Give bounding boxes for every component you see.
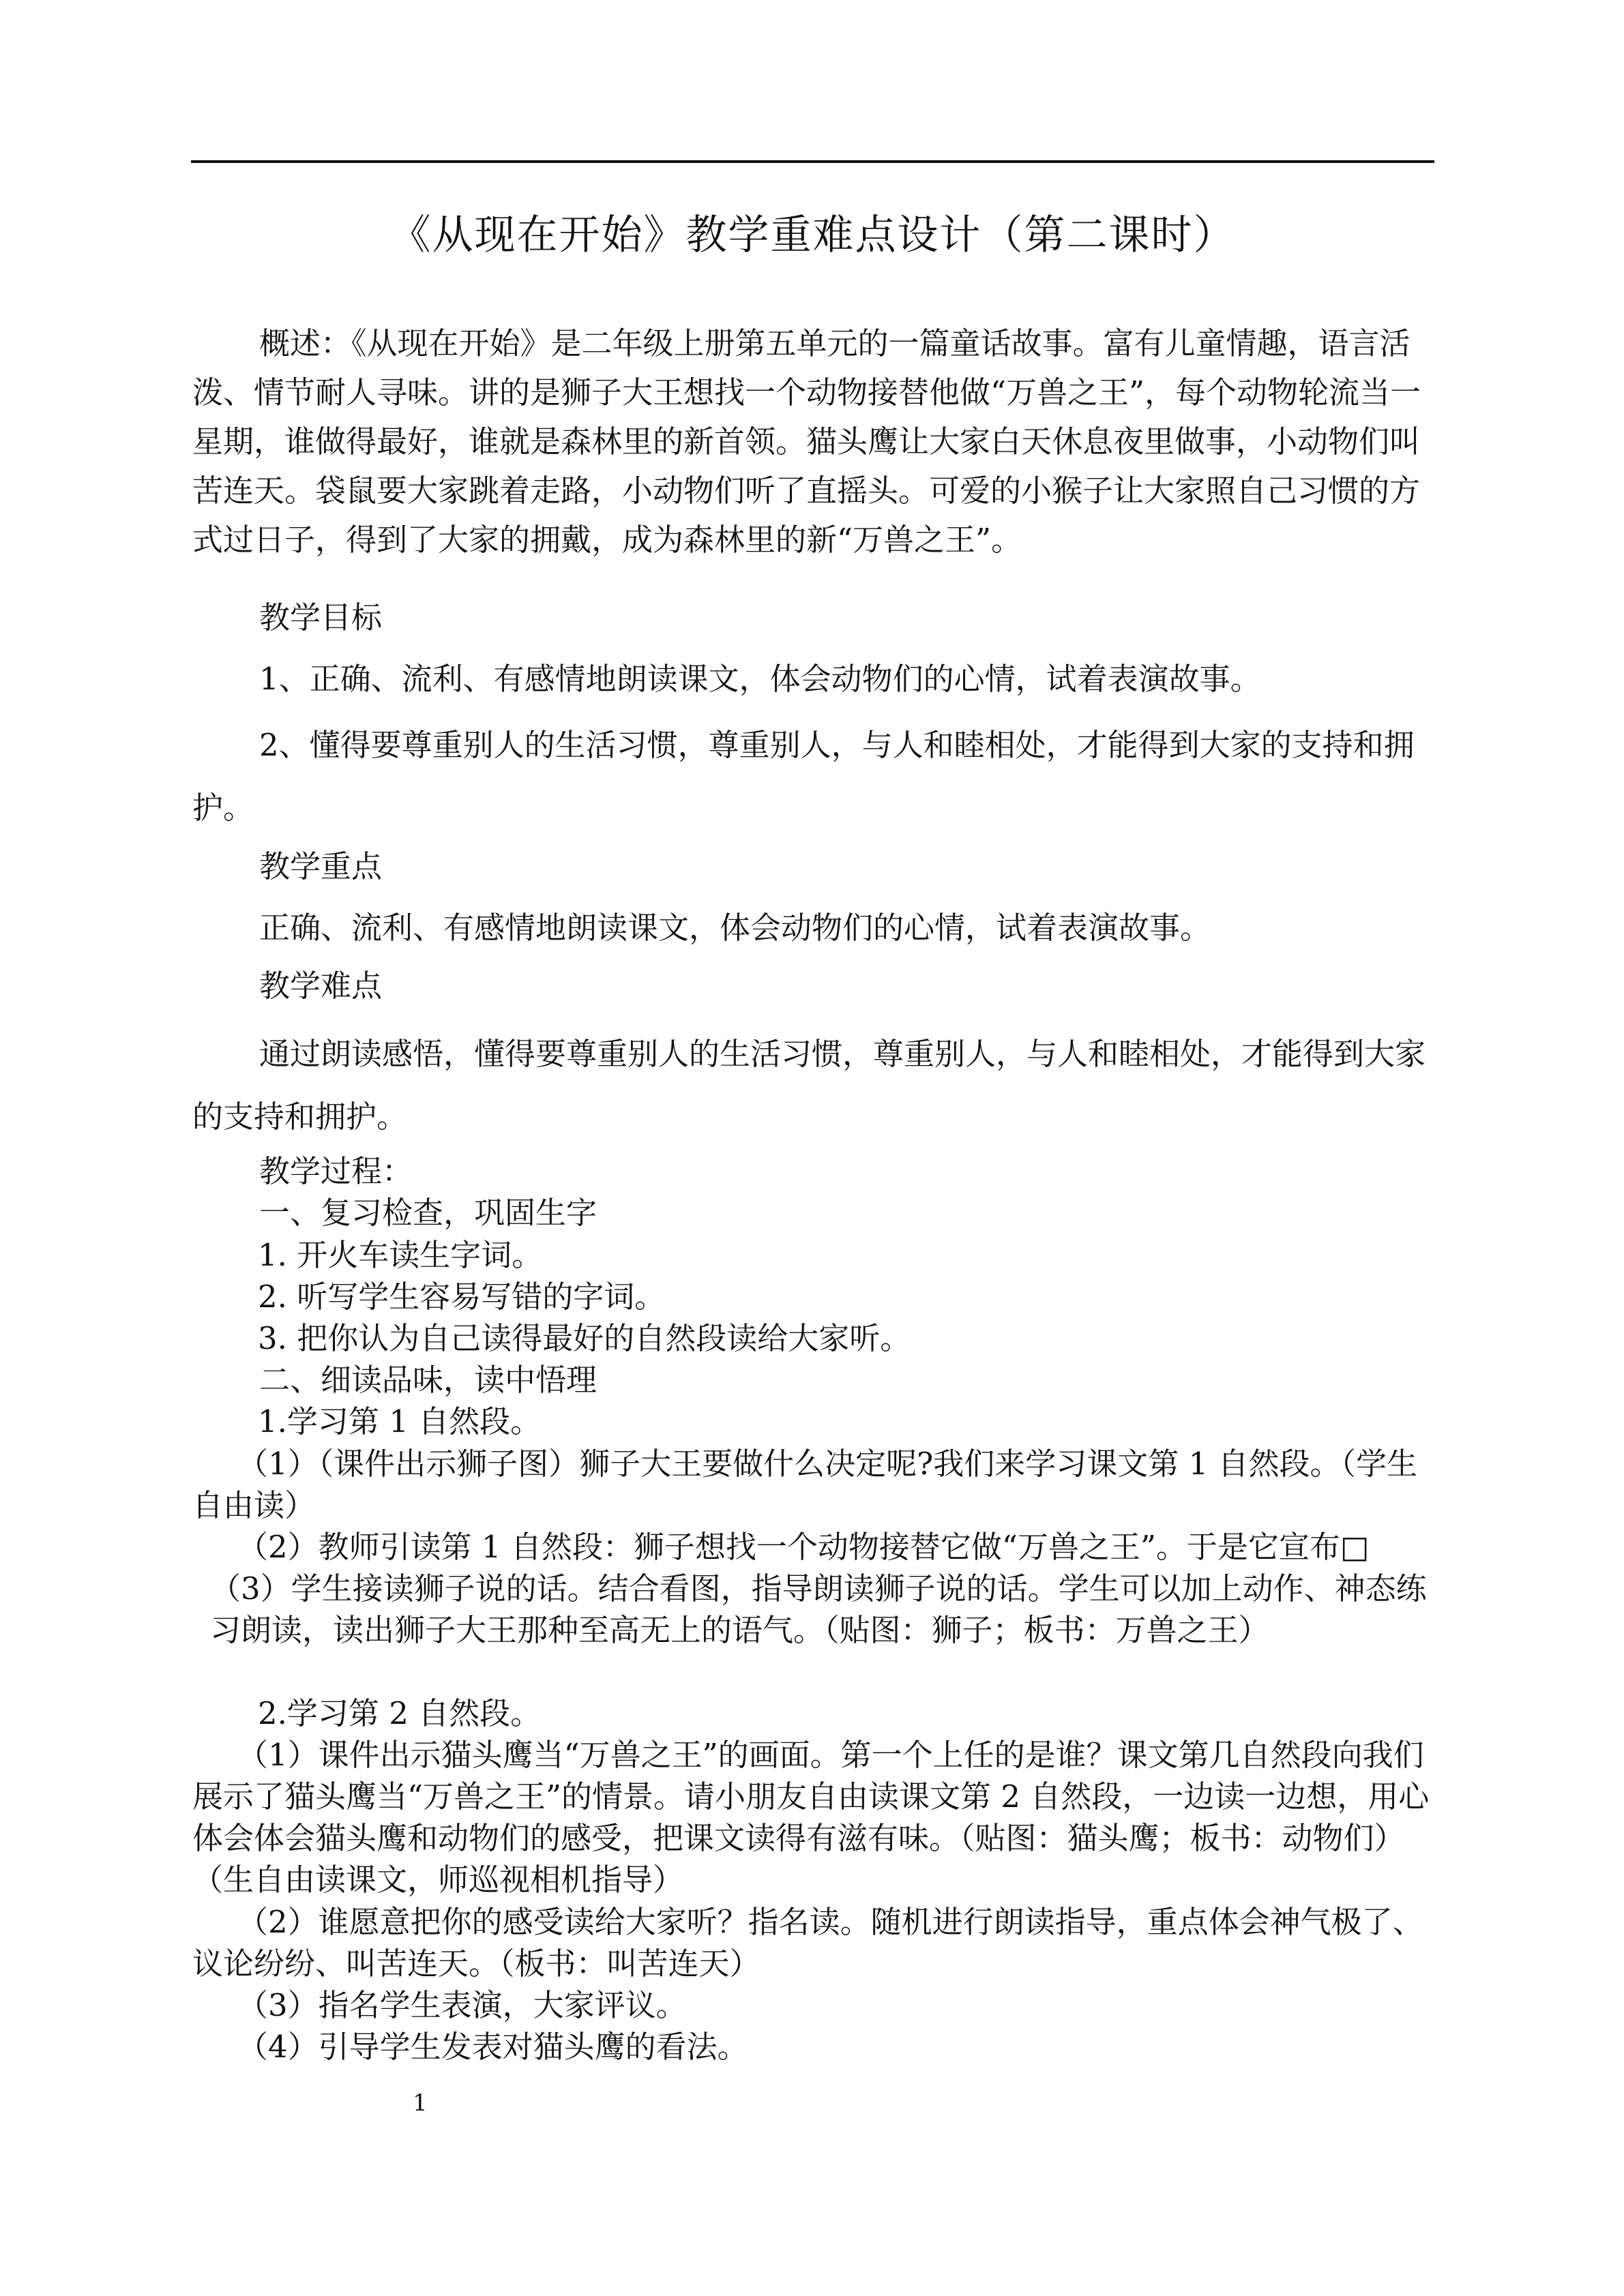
goal-item-2: 2、懂得要尊重别人的生活习惯，尊重别人，与人和睦相处，才能得到大家的支持和拥护。 xyxy=(192,727,1415,826)
paragraph1-question-1: （1）（课件出示狮子图）狮子大王要做什么决定呢?我们来学习课文第 1 自然段。（学生自由读） xyxy=(192,1446,1417,1523)
overview-paragraph: 概述：《从现在开始》是二年级上册第五单元的一篇童话故事。富有儿童情趣，语言活泼、情节耐人寻味。讲的是狮子大王想找一个动物接替他做“万兽之王”，每个动物轮流当一星期，谁做得最好，谁就是森林里的新首领。猫头鹰让大家白天休息夜里做事，小动物们叫苦连天。袋鼠要大家跳着走路，小动物们听了直摇头。可爱的小猴子让大家照自己习惯的方式过日子，得到了大家的拥戴，成为森林里的新“万兽之王”。 xyxy=(192,325,1421,558)
step2-heading: 二、细读品味，读中悟理 xyxy=(259,1362,597,1398)
process-heading: 教学过程： xyxy=(259,1153,413,1189)
step1-heading: 一、复习检查，巩固生字 xyxy=(259,1195,597,1231)
key-point: 正确、流利、有感情地朗读课文，体会动物们的心情，试着表演故事。 xyxy=(259,910,1211,946)
document-title: 《从现在开始》教学重难点设计（第二课时） xyxy=(389,211,1236,259)
header-rule xyxy=(191,160,1434,163)
step1-item-2: 2. 听写学生容易写错的字词。 xyxy=(258,1279,666,1315)
step1-item-3: 3. 把你认为自己读得最好的自然段读给大家听。 xyxy=(258,1320,911,1356)
paragraph2-question-4: （4）引导学生发表对猫头鹰的看法。 xyxy=(237,2029,748,2065)
goals-heading: 教学目标 xyxy=(259,599,383,636)
difficult-heading: 教学难点 xyxy=(259,968,383,1004)
paragraph1-heading: 1.学习第 1 自然段。 xyxy=(258,1403,542,1440)
key-heading: 教学重点 xyxy=(259,848,383,884)
step1-item-1: 1. 开火车读生字词。 xyxy=(258,1237,543,1273)
difficult-point: 通过朗读感悟，懂得要尊重别人的生活习惯，尊重别人，与人和睦相处，才能得到大家的支持和拥护。 xyxy=(192,1036,1426,1135)
goal-item-1: 1、正确、流利、有感情地朗读课文，体会动物们的心情，试着表演故事。 xyxy=(259,661,1261,697)
paragraph2-heading: 2.学习第 2 自然段。 xyxy=(258,1695,542,1731)
paragraph1-question-2: （2）教师引读第 1 自然段：狮子想找一个动物接替它做“万兽之王”。于是它宣布□（3）学生接读狮子说的话。结合看图，指导朗读狮子说的话。学生可以加上动作、神态练习朗读，读出狮子大王那种至高无上的语气。（贴图：狮子；板书：万兽之王） xyxy=(210,1529,1427,1648)
paragraph2-question-3: （3）指名学生表演，大家评议。 xyxy=(237,1987,687,2023)
paragraph2-question-2: （2）谁愿意把你的感受读给大家听？指名读。随机进行朗读指导，重点体会神气极了、议论纷纷、叫苦连天。（板书：叫苦连天） xyxy=(192,1904,1423,1982)
page-number: 1 xyxy=(413,2089,428,2117)
paragraph2-question-1: （1）课件出示猫头鹰当“万兽之王”的画面。第一个上任的是谁？课文第几自然段向我们展示了猫头鹰当“万兽之王”的情景。请小朋友自由读课文第 2 自然段，一边读一边想，用心体会体会猫头鹰和动物们的感受，把课文读得有滋有味。（贴图：猫头鹰；板书：动物们）（生自由读课文，师巡视相机指导） xyxy=(192,1737,1430,1898)
